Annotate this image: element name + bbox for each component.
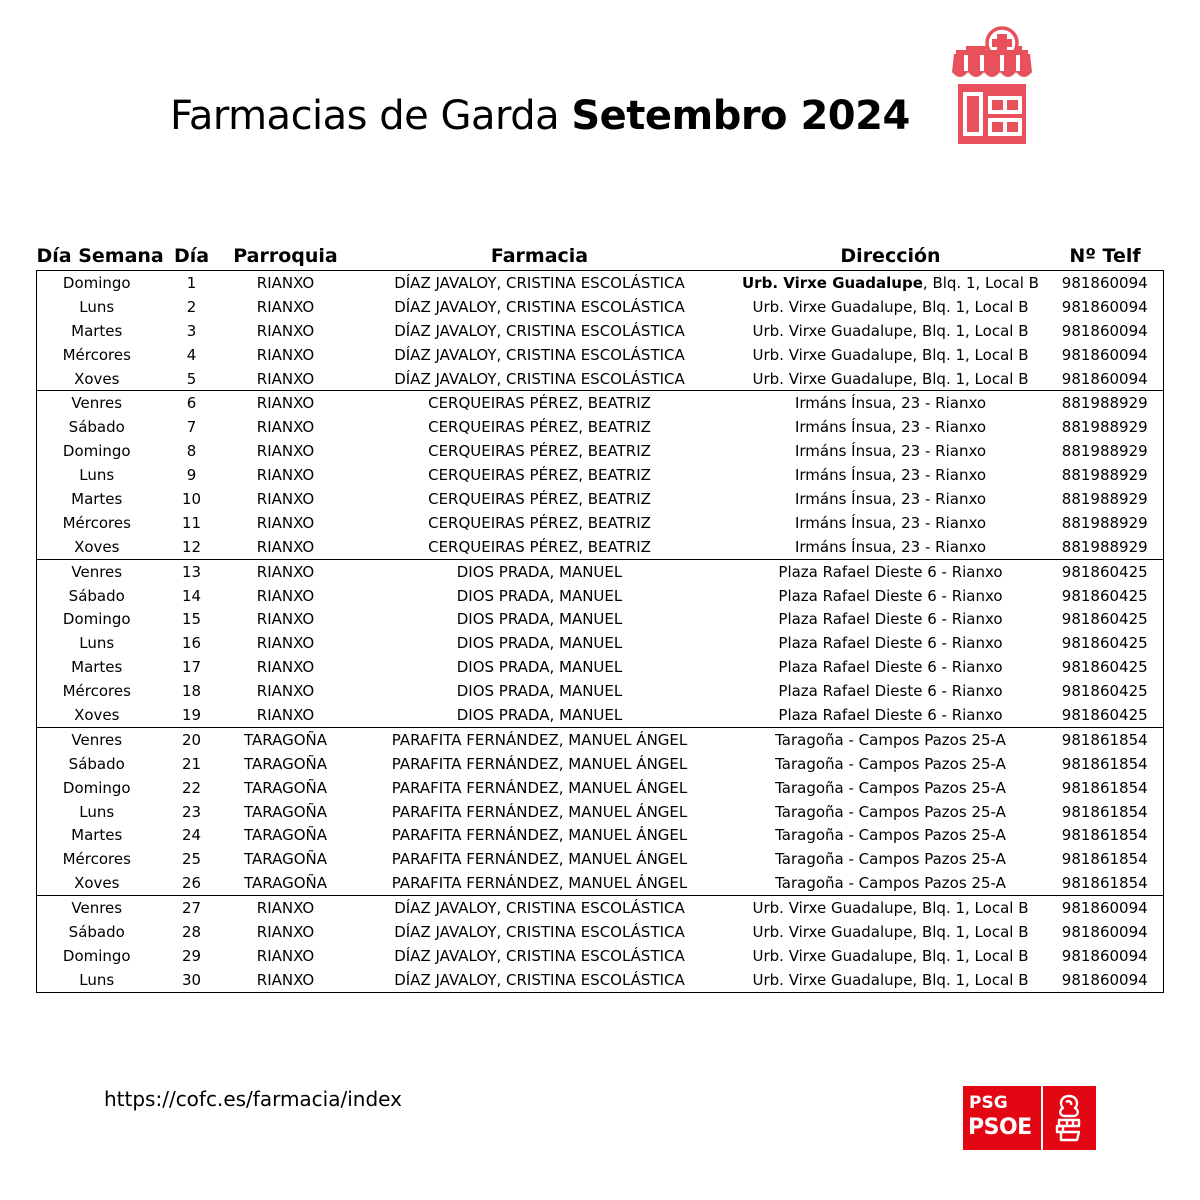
- column-header-address: Dirección: [735, 242, 1047, 271]
- column-header-phone: Nº Telf: [1047, 242, 1164, 271]
- pharmacy-cell: PARAFITA FERNÁNDEZ, MANUEL ÁNGEL: [391, 826, 688, 845]
- parish-cell: RIANXO: [256, 418, 315, 437]
- phone-cell: 981860425: [1061, 634, 1148, 653]
- psoe-rose-fist-icon: [1049, 1092, 1089, 1144]
- title-prefix: Farmacias de Garda: [170, 93, 560, 139]
- weekday-cell: Mércores: [62, 513, 131, 532]
- phone-cell: 981860094: [1061, 922, 1148, 941]
- parish-cell: RIANXO: [256, 369, 315, 388]
- phone-cell: 981860094: [1061, 946, 1148, 965]
- weekday-cell: Martes: [71, 321, 123, 340]
- pharmacy-cell: DÍAZ JAVALOY, CRISTINA ESCOLÁSTICA: [394, 946, 685, 965]
- parish-cell: TARAGOÑA: [244, 730, 327, 749]
- day-cell: 27: [181, 899, 202, 918]
- phone-cell: 981860094: [1061, 297, 1148, 316]
- phone-cell: 881988929: [1061, 537, 1148, 556]
- address-cell: Plaza Rafael Dieste 6 - Rianxo: [778, 705, 1003, 724]
- phone-cell: 981860425: [1061, 562, 1148, 581]
- day-cell: 17: [181, 658, 202, 677]
- column-header-parish: Parroquia: [227, 242, 345, 271]
- address-cell: Plaza Rafael Dieste 6 - Rianxo: [778, 562, 1003, 581]
- weekday-cell: Luns: [79, 297, 115, 316]
- week-group: [37, 727, 1164, 895]
- address-cell: Taragoña - Campos Pazos 25-A: [775, 754, 1006, 773]
- psg-psoe-logo: [963, 1086, 1096, 1150]
- table-row: [37, 535, 1164, 559]
- address-cell: Plaza Rafael Dieste 6 - Rianxo: [778, 682, 1003, 701]
- table-row: [37, 295, 1164, 319]
- table-row: [37, 920, 1164, 944]
- parish-cell: RIANXO: [256, 922, 315, 941]
- day-cell: 3: [186, 321, 197, 340]
- pharmacy-cell: DÍAZ JAVALOY, CRISTINA ESCOLÁSTICA: [394, 970, 685, 989]
- weekday-cell: Domingo: [62, 946, 131, 965]
- day-cell: 21: [181, 754, 202, 773]
- table-row: [37, 944, 1164, 968]
- day-cell: 4: [186, 345, 197, 364]
- address-cell: Irmáns Ínsua, 23 - Rianxo: [794, 537, 987, 556]
- parish-cell: RIANXO: [256, 682, 315, 701]
- pharmacy-cell: PARAFITA FERNÁNDEZ, MANUEL ÁNGEL: [391, 850, 688, 869]
- table-row: [37, 800, 1164, 824]
- weekday-cell: Sábado: [68, 418, 125, 437]
- table-row: [37, 367, 1164, 391]
- table-row: [37, 655, 1164, 679]
- parish-cell: RIANXO: [256, 610, 315, 629]
- address-cell: Taragoña - Campos Pazos 25-A: [775, 730, 1006, 749]
- day-cell: 25: [181, 850, 202, 869]
- pharmacy-store-icon: [950, 26, 1034, 150]
- parish-cell: TARAGOÑA: [244, 826, 327, 845]
- pharmacy-cell: CERQUEIRAS PÉREZ, BEATRIZ: [428, 489, 651, 508]
- pharmacy-cell: CERQUEIRAS PÉREZ, BEATRIZ: [428, 394, 651, 413]
- pharmacy-cell: DIOS PRADA, MANUEL: [456, 658, 623, 677]
- pharmacy-cell: PARAFITA FERNÁNDEZ, MANUEL ÁNGEL: [391, 754, 688, 773]
- pharmacy-cell: CERQUEIRAS PÉREZ, BEATRIZ: [428, 466, 651, 485]
- table-row: [37, 559, 1164, 583]
- phone-cell: 981861854: [1061, 754, 1148, 773]
- phone-cell: 981860094: [1061, 273, 1148, 292]
- parish-cell: RIANXO: [256, 634, 315, 653]
- phone-cell: 981860425: [1061, 658, 1148, 677]
- phone-cell: 981861854: [1061, 850, 1148, 869]
- pharmacy-cell: DIOS PRADA, MANUEL: [456, 562, 623, 581]
- address-cell: Urb. Virxe Guadalupe, Blq. 1, Local B: [752, 946, 1029, 965]
- column-header-day: Día: [157, 242, 227, 271]
- table-row: [37, 752, 1164, 776]
- weekday-cell: Luns: [79, 970, 115, 989]
- weekday-cell: Domingo: [62, 273, 131, 292]
- address-bold-part: Urb. Virxe Guadalupe: [742, 273, 923, 292]
- phone-cell: 981860425: [1061, 610, 1148, 629]
- table-row: [37, 487, 1164, 511]
- pharmacy-cell: DÍAZ JAVALOY, CRISTINA ESCOLÁSTICA: [394, 345, 685, 364]
- week-group: [37, 896, 1164, 993]
- table-row: [37, 847, 1164, 871]
- phone-cell: 981861854: [1061, 730, 1148, 749]
- pharmacy-cell: DIOS PRADA, MANUEL: [456, 705, 623, 724]
- phone-cell: 981861854: [1061, 778, 1148, 797]
- address-cell: [735, 271, 1047, 295]
- table-row: [37, 415, 1164, 439]
- parish-cell: TARAGOÑA: [244, 778, 327, 797]
- day-cell: 10: [181, 489, 202, 508]
- weekday-cell: Sábado: [68, 586, 125, 605]
- logo-psg-text: PSG: [969, 1093, 1008, 1113]
- weekday-cell: Martes: [71, 489, 123, 508]
- day-cell: 18: [181, 682, 202, 701]
- weekday-cell: Martes: [71, 658, 123, 677]
- parish-cell: RIANXO: [256, 297, 315, 316]
- address-cell: Irmáns Ínsua, 23 - Rianxo: [794, 489, 987, 508]
- day-cell: 26: [181, 874, 202, 893]
- address-cell: Taragoña - Campos Pazos 25-A: [775, 850, 1006, 869]
- weekday-cell: Luns: [79, 466, 115, 485]
- schedule-table: [36, 242, 1164, 993]
- table-row: [37, 391, 1164, 415]
- pharmacy-cell: DIOS PRADA, MANUEL: [456, 634, 623, 653]
- phone-cell: 981860425: [1061, 586, 1148, 605]
- weekday-cell: Venres: [71, 562, 123, 581]
- pharmacy-cell: CERQUEIRAS PÉREZ, BEATRIZ: [428, 537, 651, 556]
- day-cell: 5: [186, 369, 197, 388]
- weekday-cell: Xoves: [74, 874, 120, 893]
- phone-cell: 881988929: [1061, 394, 1148, 413]
- address-cell: Irmáns Ínsua, 23 - Rianxo: [794, 466, 987, 485]
- phone-cell: 881988929: [1061, 466, 1148, 485]
- day-cell: 29: [181, 946, 202, 965]
- parish-cell: RIANXO: [256, 658, 315, 677]
- day-cell: 19: [181, 705, 202, 724]
- weekday-cell: Domingo: [62, 610, 131, 629]
- phone-cell: 981860094: [1061, 345, 1148, 364]
- address-cell: Urb. Virxe Guadalupe, Blq. 1, Local B: [752, 321, 1029, 340]
- address-cell: Taragoña - Campos Pazos 25-A: [775, 802, 1006, 821]
- parish-cell: RIANXO: [256, 345, 315, 364]
- day-cell: 11: [181, 513, 202, 532]
- logo-psoe-text: PSOE: [968, 1115, 1032, 1140]
- address-cell: Taragoña - Campos Pazos 25-A: [775, 778, 1006, 797]
- pharmacy-cell: PARAFITA FERNÁNDEZ, MANUEL ÁNGEL: [391, 730, 688, 749]
- pharmacy-cell: DÍAZ JAVALOY, CRISTINA ESCOLÁSTICA: [394, 922, 685, 941]
- pharmacy-cell: DÍAZ JAVALOY, CRISTINA ESCOLÁSTICA: [394, 273, 685, 292]
- weekday-cell: Martes: [71, 826, 123, 845]
- table-row: [37, 776, 1164, 800]
- parish-cell: RIANXO: [256, 466, 315, 485]
- weekday-cell: Domingo: [62, 778, 131, 797]
- day-cell: 30: [181, 970, 202, 989]
- pharmacy-cell: CERQUEIRAS PÉREZ, BEATRIZ: [428, 513, 651, 532]
- column-header-pharmacy: Farmacia: [345, 242, 735, 271]
- parish-cell: RIANXO: [256, 442, 315, 461]
- phone-cell: 981860094: [1061, 369, 1148, 388]
- parish-cell: RIANXO: [256, 321, 315, 340]
- pharmacy-cell: DIOS PRADA, MANUEL: [456, 586, 623, 605]
- phone-cell: 881988929: [1061, 442, 1148, 461]
- phone-cell: 881988929: [1061, 513, 1148, 532]
- table-row: [37, 679, 1164, 703]
- table-row: [37, 871, 1164, 895]
- table-row: [37, 896, 1164, 920]
- day-cell: 9: [186, 466, 197, 485]
- day-cell: 14: [181, 586, 202, 605]
- table-row: [37, 607, 1164, 631]
- day-cell: 24: [181, 826, 202, 845]
- day-cell: 22: [181, 778, 202, 797]
- table-row: [37, 823, 1164, 847]
- phone-cell: 881988929: [1061, 418, 1148, 437]
- parish-cell: RIANXO: [256, 705, 315, 724]
- day-cell: 12: [181, 537, 202, 556]
- day-cell: 16: [181, 634, 202, 653]
- pharmacy-cell: PARAFITA FERNÁNDEZ, MANUEL ÁNGEL: [391, 778, 688, 797]
- day-cell: 28: [181, 922, 202, 941]
- pharmacy-cell: DÍAZ JAVALOY, CRISTINA ESCOLÁSTICA: [394, 297, 685, 316]
- table-row: [37, 727, 1164, 751]
- table-row: [37, 439, 1164, 463]
- weekday-cell: Mércores: [62, 682, 131, 701]
- table-row: [37, 319, 1164, 343]
- day-cell: 1: [186, 273, 197, 292]
- table-row: [37, 463, 1164, 487]
- parish-cell: RIANXO: [256, 513, 315, 532]
- weekday-cell: Mércores: [62, 345, 131, 364]
- parish-cell: RIANXO: [256, 970, 315, 989]
- day-cell: 6: [186, 394, 197, 413]
- address-cell: Irmáns Ínsua, 23 - Rianxo: [794, 394, 987, 413]
- table-header-row: [37, 242, 1164, 271]
- parish-cell: TARAGOÑA: [244, 802, 327, 821]
- day-cell: 2: [186, 297, 197, 316]
- pharmacy-cell: CERQUEIRAS PÉREZ, BEATRIZ: [428, 442, 651, 461]
- address-cell: Urb. Virxe Guadalupe, Blq. 1, Local B: [752, 970, 1029, 989]
- parish-cell: RIANXO: [256, 586, 315, 605]
- phone-cell: 981861854: [1061, 826, 1148, 845]
- parish-cell: RIANXO: [256, 273, 315, 292]
- pharmacy-cell: DÍAZ JAVALOY, CRISTINA ESCOLÁSTICA: [394, 321, 685, 340]
- weekday-cell: Sábado: [68, 754, 125, 773]
- weekday-cell: Venres: [71, 730, 123, 749]
- pharmacy-cell: DIOS PRADA, MANUEL: [456, 682, 623, 701]
- address-cell: Irmáns Ínsua, 23 - Rianxo: [794, 513, 987, 532]
- day-cell: 7: [186, 418, 197, 437]
- phone-cell: 981860094: [1061, 899, 1148, 918]
- address-cell: Urb. Virxe Guadalupe, Blq. 1, Local B: [752, 345, 1029, 364]
- day-cell: 20: [181, 730, 202, 749]
- parish-cell: RIANXO: [256, 394, 315, 413]
- address-cell: Urb. Virxe Guadalupe, Blq. 1, Local B: [752, 297, 1029, 316]
- phone-cell: 981860094: [1061, 321, 1148, 340]
- weekday-cell: Xoves: [74, 369, 120, 388]
- parish-cell: TARAGOÑA: [244, 850, 327, 869]
- pharmacy-cell: CERQUEIRAS PÉREZ, BEATRIZ: [428, 418, 651, 437]
- weekday-cell: Luns: [79, 634, 115, 653]
- parish-cell: RIANXO: [256, 489, 315, 508]
- address-cell: Plaza Rafael Dieste 6 - Rianxo: [778, 658, 1003, 677]
- parish-cell: TARAGOÑA: [244, 874, 327, 893]
- parish-cell: RIANXO: [256, 899, 315, 918]
- phone-cell: 981861854: [1061, 802, 1148, 821]
- address-cell: Urb. Virxe Guadalupe, Blq. 1, Local B: [752, 899, 1029, 918]
- column-header-weekday: Día Semana: [37, 242, 157, 271]
- day-cell: 8: [186, 442, 197, 461]
- phone-cell: 981860425: [1061, 705, 1148, 724]
- phone-cell: 981860425: [1061, 682, 1148, 701]
- address-cell: Taragoña - Campos Pazos 25-A: [775, 826, 1006, 845]
- source-url: https://cofc.es/farmacia/index: [104, 1087, 402, 1111]
- weekday-cell: Sábado: [68, 922, 125, 941]
- pharmacy-cell: DÍAZ JAVALOY, CRISTINA ESCOLÁSTICA: [394, 899, 685, 918]
- table-row: [37, 968, 1164, 992]
- parish-cell: RIANXO: [256, 562, 315, 581]
- weekday-cell: Domingo: [62, 442, 131, 461]
- address-cell: Irmáns Ínsua, 23 - Rianxo: [794, 442, 987, 461]
- week-group: [37, 559, 1164, 727]
- pharmacy-cell: PARAFITA FERNÁNDEZ, MANUEL ÁNGEL: [391, 874, 688, 893]
- table-row: [37, 631, 1164, 655]
- weekday-cell: Xoves: [74, 537, 120, 556]
- week-group: [37, 391, 1164, 559]
- weekday-cell: Luns: [79, 802, 115, 821]
- parish-cell: RIANXO: [256, 946, 315, 965]
- weekday-cell: Venres: [71, 899, 123, 918]
- weekday-cell: Venres: [71, 394, 123, 413]
- week-group: [37, 271, 1164, 391]
- table-row: [37, 511, 1164, 535]
- pharmacy-cell: DÍAZ JAVALOY, CRISTINA ESCOLÁSTICA: [394, 369, 685, 388]
- weekday-cell: Xoves: [74, 705, 120, 724]
- address-cell: Taragoña - Campos Pazos 25-A: [775, 874, 1006, 893]
- table-row: [37, 703, 1164, 727]
- address-cell: Plaza Rafael Dieste 6 - Rianxo: [778, 586, 1003, 605]
- day-cell: 23: [181, 802, 202, 821]
- table-row: [37, 271, 1164, 295]
- address-cell: Irmáns Ínsua, 23 - Rianxo: [794, 418, 987, 437]
- address-cell: Urb. Virxe Guadalupe, Blq. 1, Local B: [752, 369, 1029, 388]
- parish-cell: RIANXO: [256, 537, 315, 556]
- title-month: Setembro 2024: [571, 93, 910, 139]
- phone-cell: 881988929: [1061, 489, 1148, 508]
- phone-cell: 981861854: [1061, 874, 1148, 893]
- phone-cell: 981860094: [1061, 970, 1148, 989]
- address-cell: Plaza Rafael Dieste 6 - Rianxo: [778, 610, 1003, 629]
- page-title: [170, 92, 910, 140]
- parish-cell: TARAGOÑA: [244, 754, 327, 773]
- address-cell: Urb. Virxe Guadalupe, Blq. 1, Local B: [752, 922, 1029, 941]
- address-cell: Plaza Rafael Dieste 6 - Rianxo: [778, 634, 1003, 653]
- pharmacy-cell: PARAFITA FERNÁNDEZ, MANUEL ÁNGEL: [391, 802, 688, 821]
- address-rest: , Blq. 1, Local B: [922, 273, 1039, 292]
- weekday-cell: Mércores: [62, 850, 131, 869]
- table-row: [37, 343, 1164, 367]
- day-cell: 13: [181, 562, 202, 581]
- pharmacy-cell: DIOS PRADA, MANUEL: [456, 610, 623, 629]
- table-row: [37, 584, 1164, 608]
- day-cell: 15: [181, 610, 202, 629]
